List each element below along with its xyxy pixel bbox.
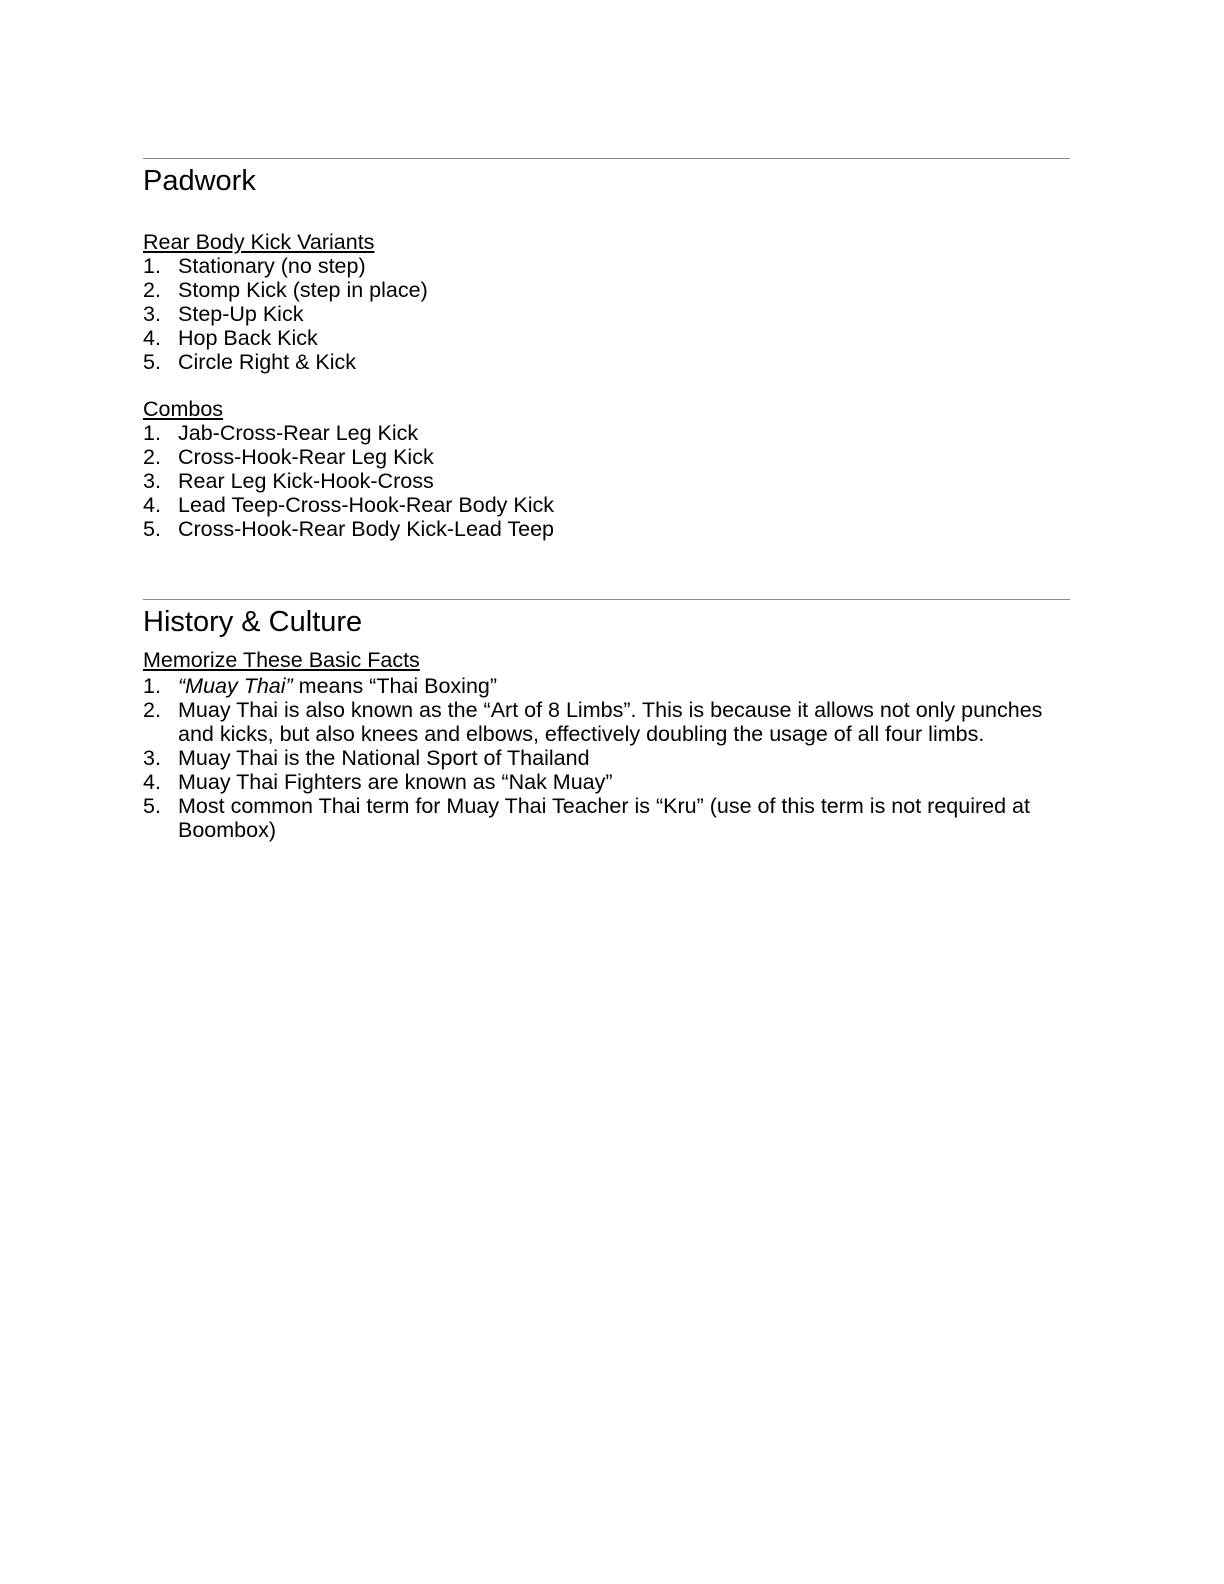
facts-list [143,674,1073,842]
combos-heading: Combos [143,397,224,421]
list-item: 1. Stationary (no step) [143,254,366,278]
list-item: 2. Muay Thai is also known as the “Art of 8 Limbs”. This is because it allows not only punches and kicks, but also knees and elbows, effectively doubling the usage of all four limbs. [143,698,1043,746]
list-item: 3. Rear Leg Kick-Hook-Cross [143,469,434,493]
rear-body-kick-list [143,254,1073,374]
section-divider-history [143,599,1070,600]
list-item: 5. Circle Right & Kick [143,350,357,374]
list-item: 1. “Muay Thai” means “Thai Boxing” [143,674,498,698]
list-item: 4. Hop Back Kick [143,326,318,350]
rear-body-kick-heading: Rear Body Kick Variants [143,230,375,254]
list-item: 1. Jab-Cross-Rear Leg Kick [143,421,419,445]
padwork-title: Padwork [143,165,256,197]
combos-list [143,421,1073,541]
list-item: 2. Stomp Kick (step in place) [143,278,428,302]
list-item: 2. Cross-Hook-Rear Leg Kick [143,445,434,469]
facts-heading: Memorize These Basic Facts [143,648,420,672]
list-item: 5. Cross-Hook-Rear Body Kick-Lead Teep [143,517,555,541]
list-item: 4. Lead Teep-Cross-Hook-Rear Body Kick [143,493,555,517]
list-item: 4. Muay Thai Fighters are known as “Nak Muay” [143,770,613,794]
list-item: 3. Step-Up Kick [143,302,304,326]
list-item: 5. Most common Thai term for Muay Thai Teacher is “Kru” (use of this term is not required at Boombox) [143,794,1030,842]
section-divider-padwork [143,158,1070,159]
history-title: History & Culture [143,606,363,638]
list-item: 3. Muay Thai is the National Sport of Thailand [143,746,590,770]
